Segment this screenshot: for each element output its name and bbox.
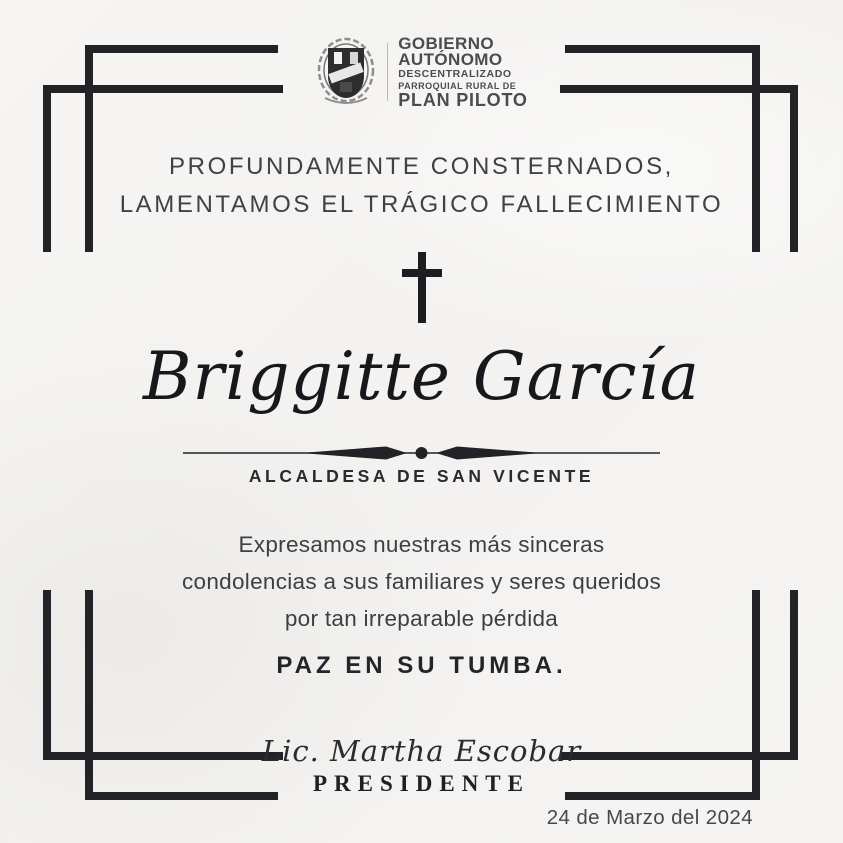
headline-line-1: PROFUNDAMENTE CONSTERNADOS,: [169, 153, 674, 180]
headline-line-2: LAMENTAMOS EL TRÁGICO FALLECIMIENTO: [119, 191, 724, 218]
condolence-line-1: Expresamos nuestras más sinceras: [238, 532, 605, 557]
signature-name: Lic. Martha Escobar: [261, 734, 582, 768]
headline: [0, 148, 843, 224]
org-name-line: AUTÓNOMO: [398, 49, 503, 69]
rest-in-peace-line: PAZ EN SU TUMBA.: [276, 652, 567, 679]
announcement-date: 24 de Marzo del 2024: [546, 806, 753, 829]
org-logo: [0, 34, 843, 110]
coat-of-arms-icon: [315, 34, 377, 110]
org-name-line: PARROQUIAL RURAL DE: [398, 80, 517, 91]
condolence-line-2: condolencias a sus familiares y seres queridos: [181, 569, 662, 594]
deceased-name: Briggitte García: [143, 338, 700, 415]
org-name-line: GOBIERNO: [398, 33, 495, 53]
condolence-message: [0, 526, 843, 637]
org-name: [398, 33, 528, 110]
logo-divider: [387, 43, 388, 101]
cross-icon: [402, 252, 442, 323]
cross-horizontal-bar: [402, 269, 442, 277]
deceased-title: ALCALDESA DE SAN VICENTE: [248, 466, 595, 486]
org-name-line: PLAN PILOTO: [398, 89, 528, 110]
cross-vertical-bar: [418, 252, 426, 323]
org-name-line: DESCENTRALIZADO: [398, 67, 512, 80]
signature-title: PRESIDENTE: [313, 771, 530, 796]
condolence-line-3: por tan irreparable pérdida: [284, 606, 559, 631]
ornament-divider: [181, 443, 662, 463]
